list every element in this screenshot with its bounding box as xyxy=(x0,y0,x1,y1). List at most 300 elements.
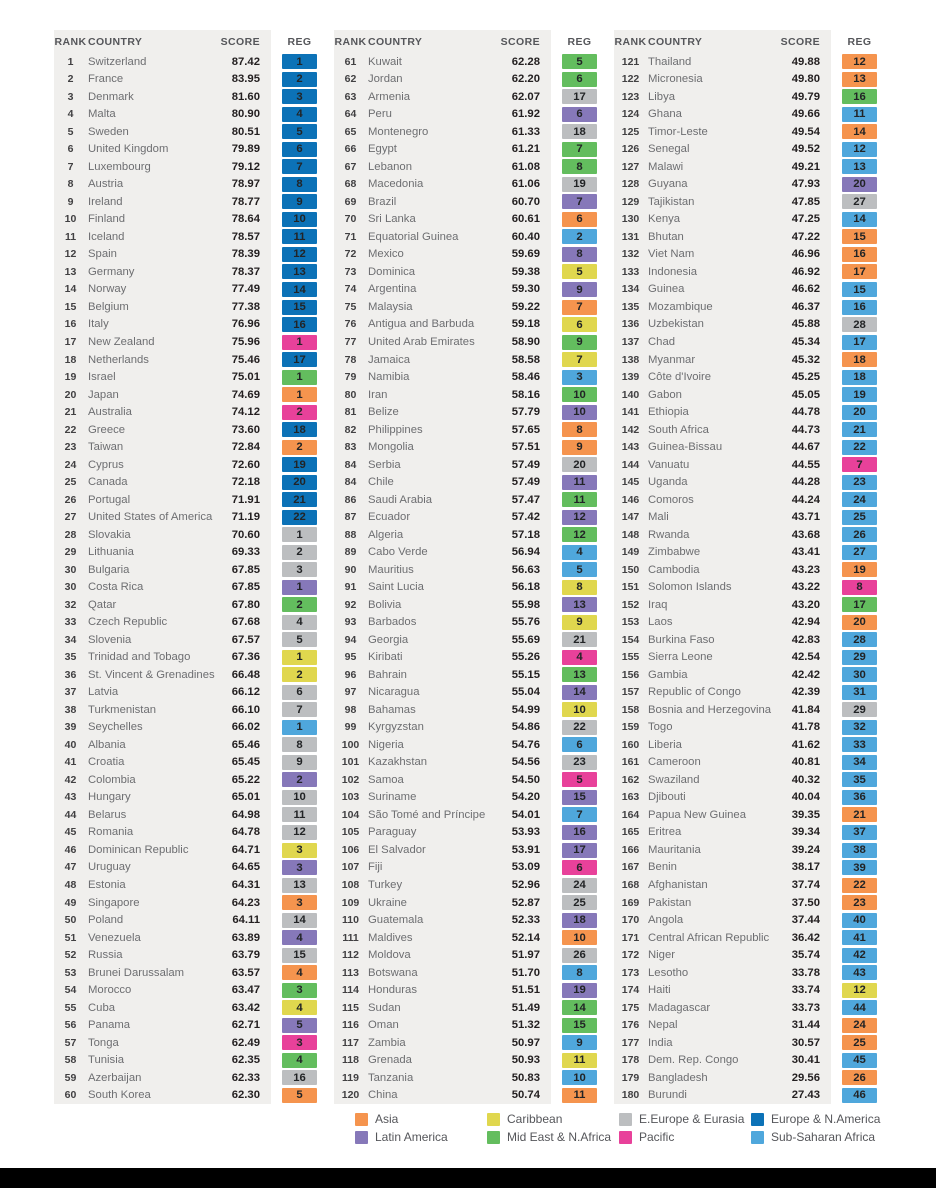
rank-cell: 71 xyxy=(344,230,357,243)
table-row xyxy=(614,316,877,334)
row-main xyxy=(334,719,551,737)
rank-cell: 36 xyxy=(64,668,77,681)
score-cell: 37.50 xyxy=(791,896,820,909)
region-rank-badge: 24 xyxy=(842,492,877,507)
rank-cell: 172 xyxy=(621,949,640,962)
table-row xyxy=(334,543,597,561)
region-rank-badge: 9 xyxy=(562,335,597,350)
table-row xyxy=(614,614,877,632)
table-row xyxy=(54,298,317,316)
region-rank-badge: 5 xyxy=(562,54,597,69)
table-row xyxy=(54,964,317,982)
table-row xyxy=(614,789,877,807)
table-row xyxy=(334,351,597,369)
table-row xyxy=(334,561,597,579)
score-cell: 60.61 xyxy=(511,213,540,226)
region-rank-badge: 3 xyxy=(282,1035,317,1050)
table-row xyxy=(614,666,877,684)
row-main xyxy=(54,281,271,299)
score-cell: 67.80 xyxy=(231,598,260,611)
rank-cell: 86 xyxy=(344,493,357,506)
region-rank-badge: 11 xyxy=(842,107,877,122)
score-cell: 87.42 xyxy=(231,55,260,68)
rank-cell: 113 xyxy=(342,966,359,979)
score-cell: 67.36 xyxy=(231,651,260,664)
region-rank-badge: 2 xyxy=(282,72,317,87)
row-main xyxy=(334,614,551,632)
region-rank-badge: 18 xyxy=(842,370,877,385)
region-rank-badge: 17 xyxy=(842,335,877,350)
row-main xyxy=(614,754,831,772)
rank-cell: 62 xyxy=(344,73,357,86)
region-rank-badge: 21 xyxy=(282,492,317,507)
row-main xyxy=(54,859,271,877)
table-row xyxy=(614,263,877,281)
country-cell: Austria xyxy=(88,178,124,191)
country-cell: Serbia xyxy=(368,458,401,471)
table-row xyxy=(334,158,597,176)
table-row xyxy=(614,719,877,737)
region-rank-badge: 27 xyxy=(842,194,877,209)
score-cell: 43.23 xyxy=(791,563,820,576)
country-cell: Armenia xyxy=(368,90,411,103)
table-row xyxy=(614,193,877,211)
region-rank-badge: 12 xyxy=(282,825,317,840)
rank-cell: 22 xyxy=(64,423,77,436)
region-rank-badge: 31 xyxy=(842,685,877,700)
table-row xyxy=(614,438,877,456)
score-cell: 54.01 xyxy=(511,808,540,821)
score-cell: 42.83 xyxy=(791,633,820,646)
region-rank-badge: 17 xyxy=(562,89,597,104)
region-rank-badge: 27 xyxy=(842,545,877,560)
row-main xyxy=(614,946,831,964)
rank-cell: 18 xyxy=(64,353,77,366)
country-cell: Guatemala xyxy=(368,914,424,927)
country-cell: Georgia xyxy=(368,633,409,646)
score-cell: 66.12 xyxy=(231,686,260,699)
table-row xyxy=(334,508,597,526)
rank-cell: 64 xyxy=(344,108,357,121)
row-main xyxy=(334,228,551,246)
score-cell: 75.96 xyxy=(231,336,260,348)
country-cell: St. Vincent & Grenadines xyxy=(88,668,215,681)
region-rank-badge: 15 xyxy=(282,300,317,315)
table-row xyxy=(614,701,877,719)
rank-cell: 8 xyxy=(67,178,74,191)
country-cell: Slovenia xyxy=(88,633,132,646)
rank-cell: 177 xyxy=(621,1036,640,1049)
score-cell: 79.12 xyxy=(231,160,260,173)
region-rank-badge: 9 xyxy=(562,1035,597,1050)
score-cell: 57.42 xyxy=(511,511,540,524)
table-row xyxy=(614,911,877,929)
legend-column xyxy=(355,1110,487,1146)
rank-cell: 68 xyxy=(344,178,357,191)
score-cell: 33.73 xyxy=(791,1001,820,1014)
table-row xyxy=(614,386,877,404)
country-cell: Botswana xyxy=(368,966,418,979)
country-cell: Italy xyxy=(88,318,109,331)
country-cell: Canada xyxy=(88,476,128,489)
rank-cell: 142 xyxy=(621,423,640,436)
score-cell: 51.70 xyxy=(511,966,540,979)
country-cell: Timor-Leste xyxy=(648,125,708,138)
legend-item-asia xyxy=(355,1110,487,1128)
region-rank-badge: 10 xyxy=(562,930,597,945)
country-cell: United Arab Emirates xyxy=(368,336,475,348)
country-cell: Jamaica xyxy=(368,353,411,366)
row-main xyxy=(54,176,271,194)
region-rank-badge: 28 xyxy=(842,317,877,332)
row-main xyxy=(334,911,551,929)
region-rank-badge: 7 xyxy=(562,194,597,209)
score-cell: 78.39 xyxy=(231,248,260,261)
row-main xyxy=(334,824,551,842)
country-cell: United States of America xyxy=(88,511,213,524)
legend-column xyxy=(619,1110,751,1146)
country-cell: Mauritius xyxy=(368,563,414,576)
rank-cell: 10 xyxy=(64,213,77,226)
country-cell: Laos xyxy=(648,616,673,629)
rank-cell: 26 xyxy=(64,493,77,506)
row-main xyxy=(614,176,831,194)
region-rank-badge: 4 xyxy=(282,930,317,945)
country-cell: Maldives xyxy=(368,931,413,944)
table-row xyxy=(334,193,597,211)
score-cell: 41.62 xyxy=(791,738,820,751)
rank-cell: 60 xyxy=(64,1089,77,1102)
region-rank-badge: 1 xyxy=(282,527,317,542)
region-rank-badge: 7 xyxy=(282,702,317,717)
row-main xyxy=(54,894,271,912)
legend-item-latin-america xyxy=(355,1128,487,1146)
rank-cell: 126 xyxy=(621,143,640,156)
country-cell: Dominican Republic xyxy=(88,843,189,856)
country-cell: Afghanistan xyxy=(648,878,708,891)
rank-cell: 51 xyxy=(64,931,77,944)
table-row xyxy=(334,964,597,982)
table-row xyxy=(54,333,317,351)
rank-cell: 43 xyxy=(64,791,77,804)
country-cell: Ethiopia xyxy=(648,406,689,419)
rank-cell: 13 xyxy=(64,265,77,278)
rank-cell: 161 xyxy=(621,756,640,769)
country-cell: Chad xyxy=(648,336,676,348)
row-main xyxy=(614,824,831,842)
region-rank-badge: 12 xyxy=(562,510,597,525)
row-main xyxy=(54,141,271,159)
region-rank-badge: 5 xyxy=(282,124,317,139)
table-row xyxy=(614,806,877,824)
table-row xyxy=(54,351,317,369)
country-cell: Benin xyxy=(648,861,677,874)
score-cell: 80.90 xyxy=(231,108,260,121)
row-main xyxy=(54,526,271,544)
region-rank-badge: 45 xyxy=(842,1053,877,1068)
rows xyxy=(614,53,877,1104)
table-row xyxy=(54,1016,317,1034)
header-country: COUNTRY xyxy=(88,35,143,48)
region-rank-badge: 6 xyxy=(282,685,317,700)
score-cell: 54.50 xyxy=(511,773,540,786)
country-cell: Comoros xyxy=(648,493,694,506)
score-cell: 49.66 xyxy=(791,108,820,121)
score-cell: 58.46 xyxy=(511,371,540,384)
region-rank-badge: 9 xyxy=(562,615,597,630)
score-cell: 67.85 xyxy=(231,563,260,576)
region-rank-badge: 19 xyxy=(842,562,877,577)
region-rank-badge: 6 xyxy=(562,72,597,87)
table-header-main xyxy=(54,30,271,53)
row-main xyxy=(614,649,831,667)
rank-cell: 32 xyxy=(64,598,77,611)
row-main xyxy=(54,438,271,456)
table-row xyxy=(54,281,317,299)
table-row xyxy=(334,1034,597,1052)
row-main xyxy=(334,736,551,754)
score-cell: 60.70 xyxy=(511,195,540,208)
region-rank-badge: 23 xyxy=(842,475,877,490)
table-row xyxy=(54,876,317,894)
table-row xyxy=(334,841,597,859)
region-rank-badge: 12 xyxy=(842,142,877,157)
score-cell: 50.93 xyxy=(511,1054,540,1067)
region-rank-badge: 26 xyxy=(562,948,597,963)
row-main xyxy=(54,228,271,246)
table-row xyxy=(614,1016,877,1034)
row-main xyxy=(334,964,551,982)
country-cell: Trinidad and Tobago xyxy=(88,651,191,664)
score-cell: 77.38 xyxy=(231,300,260,313)
row-main xyxy=(614,526,831,544)
region-rank-badge: 8 xyxy=(282,737,317,752)
table-row xyxy=(334,473,597,491)
row-main xyxy=(334,578,551,596)
row-main xyxy=(614,981,831,999)
country-cell: Saudi Arabia xyxy=(368,493,433,506)
country-cell: Djibouti xyxy=(648,791,686,804)
table-row xyxy=(54,771,317,789)
rank-cell: 75 xyxy=(344,300,357,313)
score-cell: 63.89 xyxy=(231,931,260,944)
region-rank-badge: 6 xyxy=(562,860,597,875)
country-cell: Turkmenistan xyxy=(88,703,157,716)
region-rank-badge: 13 xyxy=(842,159,877,174)
rank-cell: 92 xyxy=(344,598,357,611)
row-main xyxy=(54,316,271,334)
score-cell: 78.97 xyxy=(231,178,260,191)
region-rank-badge: 13 xyxy=(842,72,877,87)
row-main xyxy=(614,246,831,264)
row-main xyxy=(54,386,271,404)
country-cell: Myanmar xyxy=(648,353,696,366)
score-cell: 61.33 xyxy=(511,125,540,138)
country-cell: Haiti xyxy=(648,984,671,997)
row-main xyxy=(54,193,271,211)
country-cell: Nigeria xyxy=(368,738,404,751)
table-row xyxy=(54,123,317,141)
country-cell: Argentina xyxy=(368,283,417,296)
row-main xyxy=(54,298,271,316)
table-row xyxy=(614,246,877,264)
table-row xyxy=(54,543,317,561)
country-cell: Sudan xyxy=(368,1001,401,1014)
table-row xyxy=(334,421,597,439)
region-rank-badge: 43 xyxy=(842,965,877,980)
country-cell: Belarus xyxy=(88,808,127,821)
table-row xyxy=(334,631,597,649)
country-cell: Denmark xyxy=(88,90,134,103)
table-row xyxy=(614,876,877,894)
rank-cell: 54 xyxy=(64,984,77,997)
score-cell: 42.54 xyxy=(791,651,820,664)
table-row xyxy=(334,106,597,124)
region-rank-badge: 6 xyxy=(562,212,597,227)
row-main xyxy=(334,894,551,912)
rank-cell: 146 xyxy=(621,493,640,506)
country-cell: Cambodia xyxy=(648,563,700,576)
row-main xyxy=(334,211,551,229)
region-rank-badge: 22 xyxy=(842,878,877,893)
region-rank-badge: 33 xyxy=(842,737,877,752)
rank-cell: 175 xyxy=(621,1001,640,1014)
country-cell: Eritrea xyxy=(648,826,682,839)
row-main xyxy=(614,631,831,649)
country-cell: Switzerland xyxy=(88,55,147,68)
region-rank-badge: 20 xyxy=(282,475,317,490)
rank-cell: 136 xyxy=(621,318,640,331)
table-row xyxy=(614,456,877,474)
row-main xyxy=(614,999,831,1017)
country-cell: Egypt xyxy=(368,143,397,156)
row-main xyxy=(54,824,271,842)
country-cell: Bulgaria xyxy=(88,563,130,576)
country-cell: Pakistan xyxy=(648,896,692,909)
country-cell: Sri Lanka xyxy=(368,213,416,226)
region-rank-badge: 18 xyxy=(842,352,877,367)
row-main xyxy=(54,578,271,596)
score-cell: 65.01 xyxy=(231,791,260,804)
mideast-nafrica-color-swatch xyxy=(487,1131,500,1144)
table-row xyxy=(614,71,877,89)
country-cell: Niger xyxy=(648,949,675,962)
country-cell: Luxembourg xyxy=(88,160,151,173)
header-score: SCORE xyxy=(500,35,540,48)
rank-cell: 153 xyxy=(621,616,640,629)
score-cell: 74.69 xyxy=(231,388,260,401)
country-cell: Colombia xyxy=(88,773,136,786)
row-main xyxy=(54,614,271,632)
table-row xyxy=(334,71,597,89)
score-cell: 46.92 xyxy=(791,265,820,278)
score-cell: 62.49 xyxy=(231,1036,260,1049)
table-row xyxy=(334,368,597,386)
row-main xyxy=(334,53,551,71)
rank-cell: 124 xyxy=(621,108,640,121)
region-rank-badge: 6 xyxy=(562,317,597,332)
region-rank-badge: 21 xyxy=(842,422,877,437)
region-rank-badge: 5 xyxy=(562,562,597,577)
rank-cell: 48 xyxy=(64,878,77,891)
row-main xyxy=(334,421,551,439)
country-cell: Equatorial Guinea xyxy=(368,230,459,243)
rank-cell: 110 xyxy=(342,914,359,927)
rank-cell: 123 xyxy=(621,90,640,103)
table-row xyxy=(334,929,597,947)
table-row xyxy=(54,1034,317,1052)
table-row xyxy=(54,841,317,859)
region-rank-badge: 20 xyxy=(842,615,877,630)
region-rank-badge: 38 xyxy=(842,843,877,858)
country-cell: Brunei Darussalam xyxy=(88,966,185,979)
score-cell: 62.33 xyxy=(231,1071,260,1084)
score-cell: 62.28 xyxy=(511,55,540,68)
row-main xyxy=(54,789,271,807)
row-main xyxy=(54,88,271,106)
rank-cell: 19 xyxy=(64,371,77,384)
rank-cell: 47 xyxy=(64,861,77,874)
table-row xyxy=(614,368,877,386)
region-rank-badge: 2 xyxy=(282,667,317,682)
table-row xyxy=(54,999,317,1017)
row-main xyxy=(334,333,551,351)
rank-cell: 3 xyxy=(67,90,74,103)
country-cell: Netherlands xyxy=(88,353,149,366)
row-main xyxy=(614,578,831,596)
rank-cell: 135 xyxy=(621,300,640,313)
score-cell: 63.42 xyxy=(231,1001,260,1014)
row-main xyxy=(614,543,831,561)
table-row xyxy=(54,526,317,544)
table-header xyxy=(334,30,597,53)
rank-cell: 55 xyxy=(64,1001,77,1014)
table-row xyxy=(54,578,317,596)
rank-cell: 24 xyxy=(64,458,77,471)
row-main xyxy=(614,701,831,719)
region-rank-badge: 32 xyxy=(842,720,877,735)
rank-cell: 176 xyxy=(621,1019,640,1032)
score-cell: 61.21 xyxy=(511,143,540,156)
region-rank-badge: 16 xyxy=(282,317,317,332)
score-cell: 56.63 xyxy=(511,563,540,576)
country-cell: Estonia xyxy=(88,878,126,891)
row-main xyxy=(614,806,831,824)
rank-cell: 152 xyxy=(621,598,640,611)
row-main xyxy=(54,508,271,526)
country-cell: Zimbabwe xyxy=(648,546,701,559)
rank-cell: 41 xyxy=(64,756,77,769)
row-main xyxy=(614,841,831,859)
legend-label: Mid East & N.Africa xyxy=(507,1130,612,1144)
region-rank-badge: 14 xyxy=(562,1000,597,1015)
table-row xyxy=(334,684,597,702)
rows xyxy=(54,53,317,1104)
score-cell: 78.77 xyxy=(231,195,260,208)
table-row xyxy=(54,666,317,684)
score-cell: 57.18 xyxy=(511,528,540,541)
region-rank-badge: 4 xyxy=(282,107,317,122)
country-cell: Guinea-Bissau xyxy=(648,441,723,454)
country-cell: Côte d'Ivoire xyxy=(648,371,712,384)
country-cell: Cameroon xyxy=(648,756,701,769)
country-cell: Panama xyxy=(88,1019,131,1032)
rank-cell: 131 xyxy=(621,230,640,243)
score-cell: 80.51 xyxy=(231,125,260,138)
row-main xyxy=(54,1016,271,1034)
row-main xyxy=(614,88,831,106)
rank-cell: 73 xyxy=(344,265,357,278)
